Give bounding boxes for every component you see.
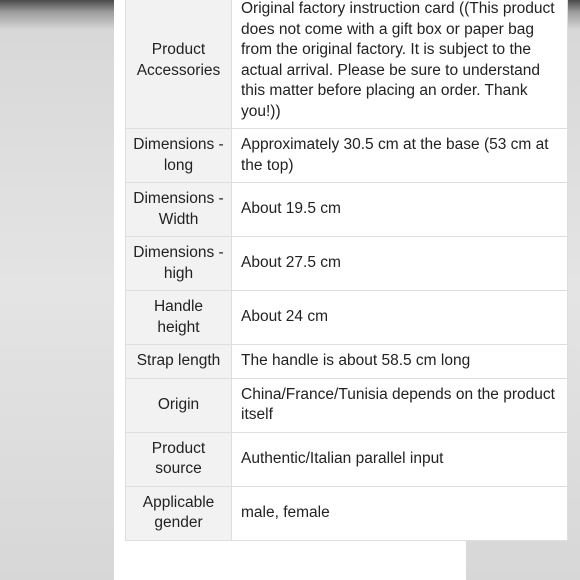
content-panel (114, 0, 555, 580)
table-row-handle-height (126, 291, 568, 345)
blurred-left-margin (0, 0, 114, 580)
row-label: Strap length (126, 345, 232, 379)
table-row-origin (126, 378, 568, 432)
row-value: Original factory instruction card ((This product does not come with a gift box or paper bag from the original factory. It is subject to the actual arrival. Please be sure to understand this matter before placing an order. Thank you!)) (232, 0, 568, 129)
table-row-dimensions-high (126, 237, 568, 291)
row-label: Handle height (126, 291, 232, 345)
row-label: Origin (126, 378, 232, 432)
row-value: The handle is about 58.5 cm long (232, 345, 568, 379)
row-label: Dimensions - long (126, 129, 232, 183)
row-value: Authentic/Italian parallel input (232, 432, 568, 486)
table-row-applicable-gender (126, 486, 568, 540)
row-label: Dimensions - Width (126, 183, 232, 237)
row-label: Dimensions - high (126, 237, 232, 291)
table-row-dimensions-long (126, 129, 568, 183)
row-value: About 24 cm (232, 291, 568, 345)
row-label: Product Accessories (126, 0, 232, 129)
row-value: Approximately 30.5 cm at the base (53 cm at the top) (232, 129, 568, 183)
row-value: China/France/Tunisia depends on the product itself (232, 378, 568, 432)
row-value: male, female (232, 486, 568, 540)
row-label: Product source (126, 432, 232, 486)
spec-table (125, 0, 568, 541)
table-row-product-accessories (126, 0, 568, 129)
row-value: About 27.5 cm (232, 237, 568, 291)
row-label: Applicable gender (126, 486, 232, 540)
table-row-product-source (126, 432, 568, 486)
table-row-strap-length (126, 345, 568, 379)
row-value: About 19.5 cm (232, 183, 568, 237)
table-row-dimensions-width (126, 183, 568, 237)
